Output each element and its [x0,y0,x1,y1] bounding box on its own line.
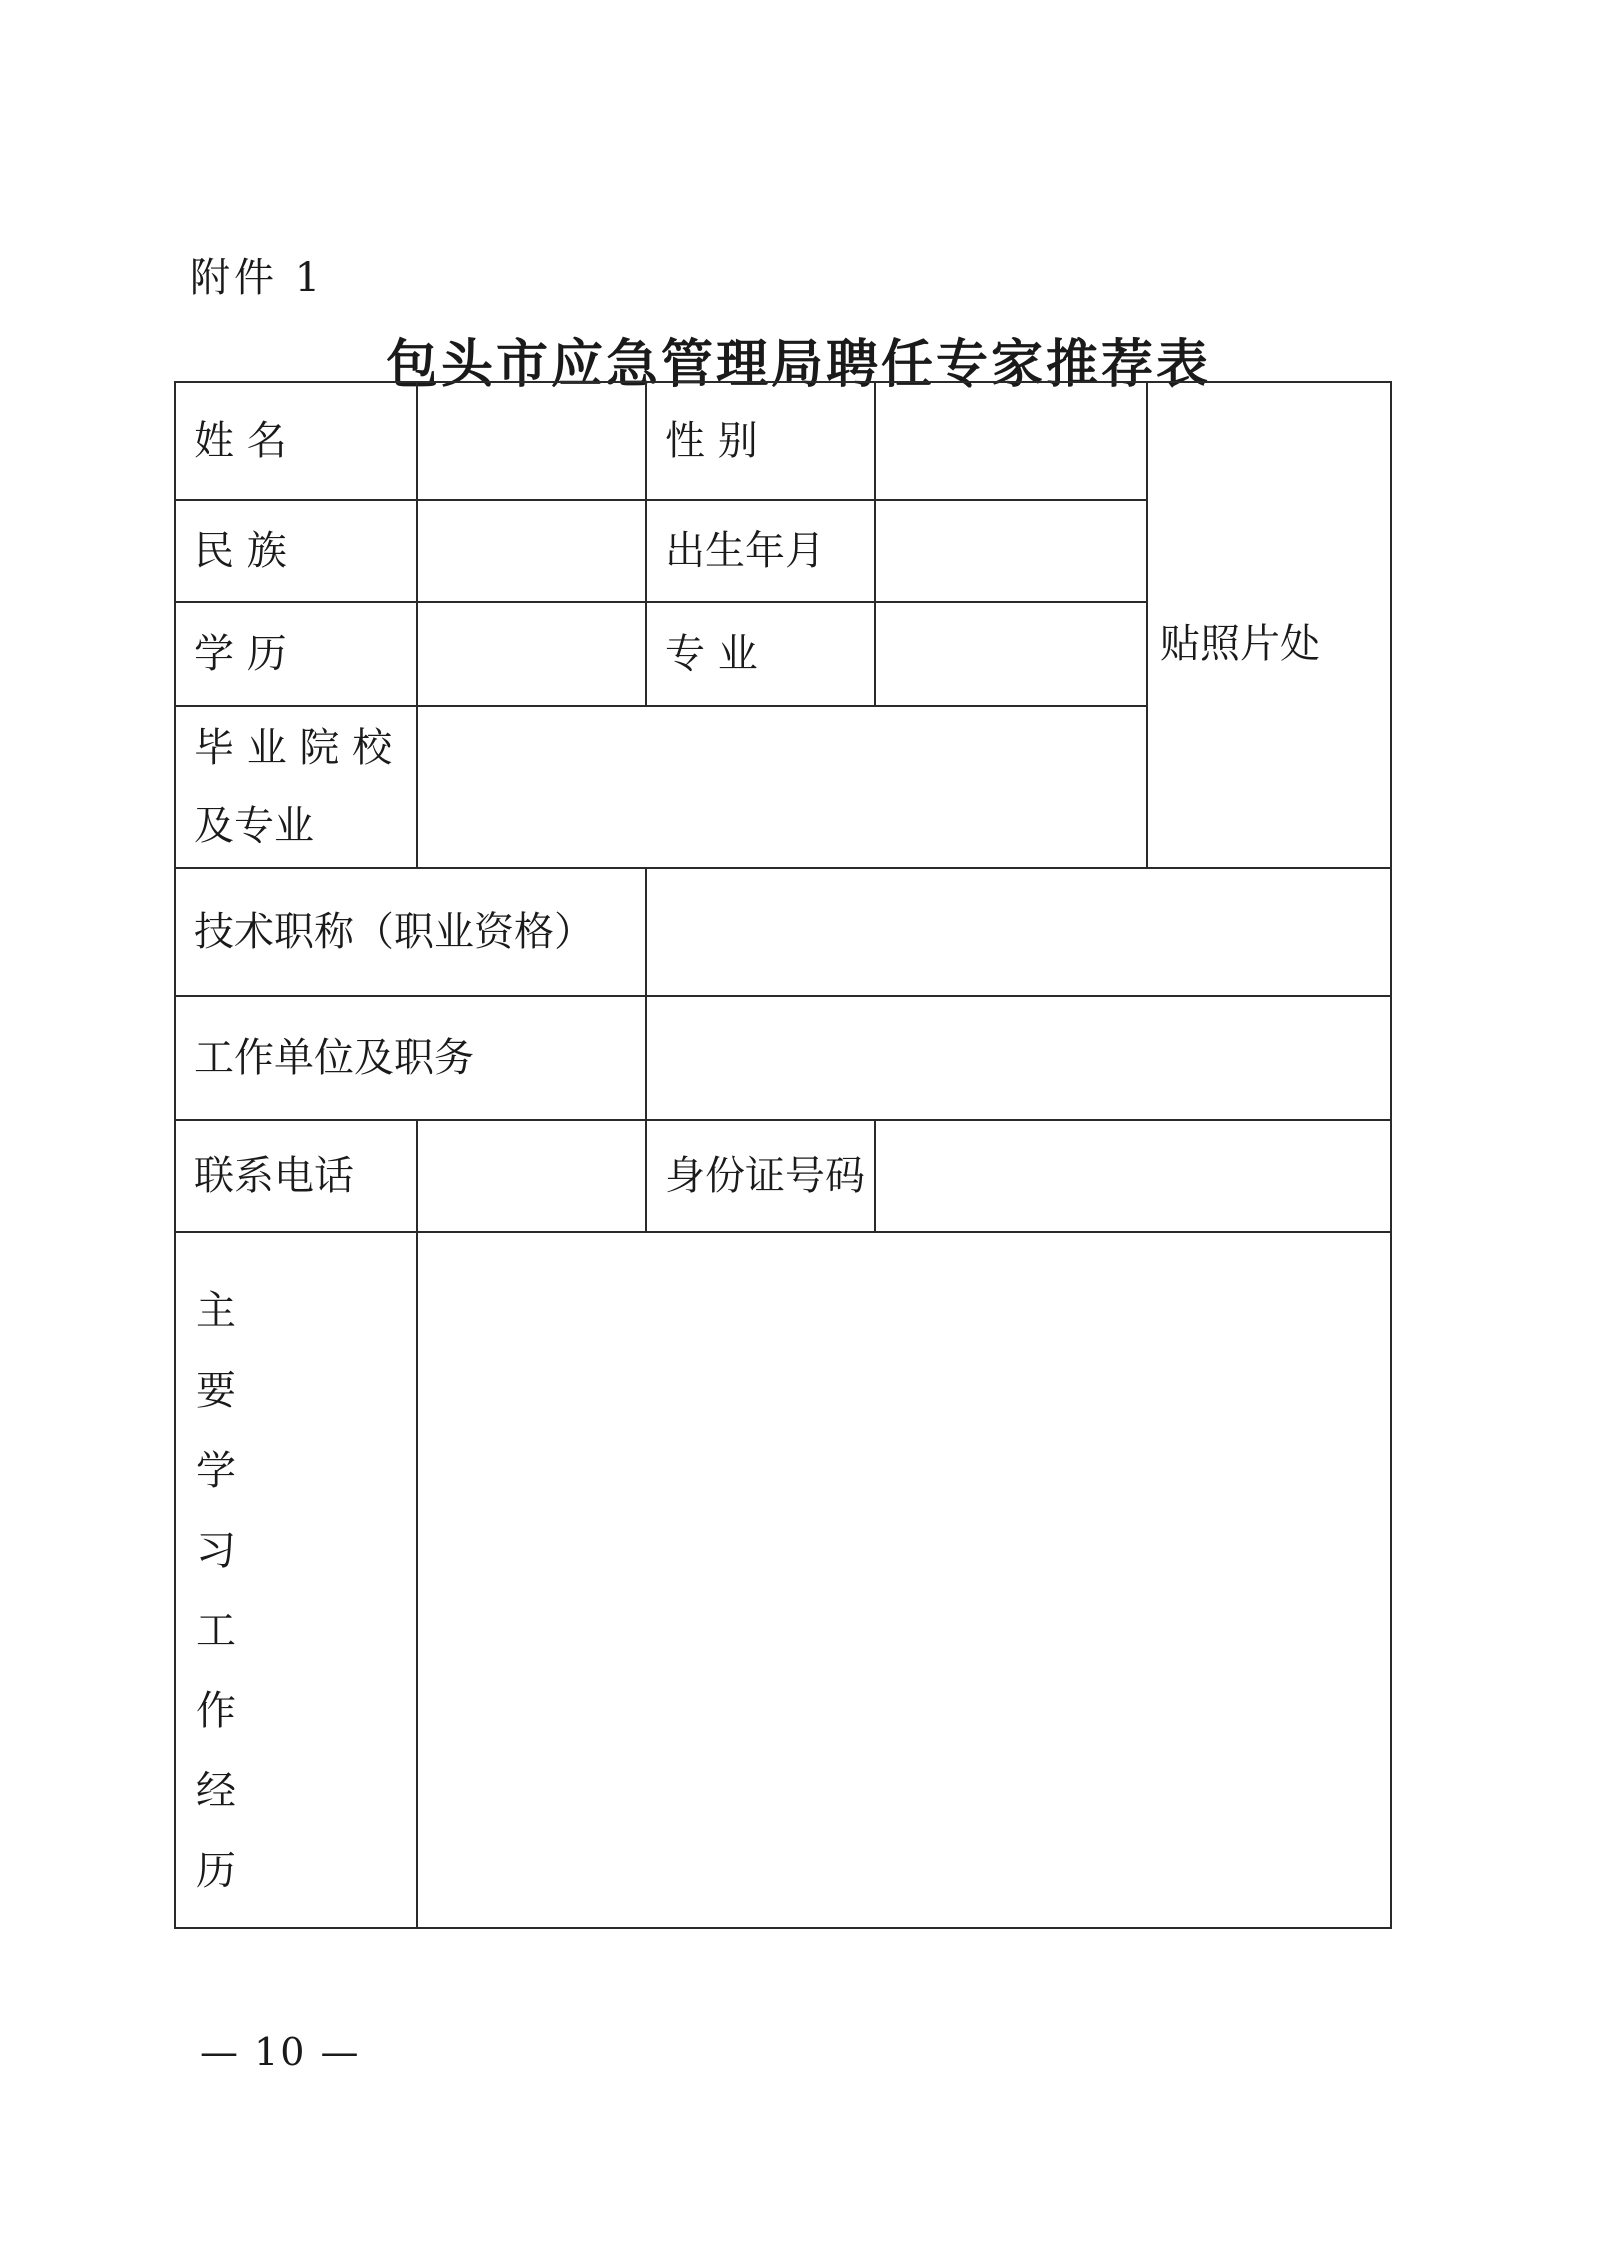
experience-label-char: 历 [196,1848,236,1894]
experience-label-char: 主 [196,1288,236,1334]
page-number: — 10 — [200,2030,361,2074]
major-label: 专 业 [646,602,875,706]
experience-label-char: 习 [196,1528,236,1574]
photo-placeholder[interactable]: 贴照片处 [1147,382,1391,868]
professional-title-field[interactable] [646,868,1391,996]
experience-label-char: 学 [196,1448,236,1494]
education-label: 学 历 [175,602,417,706]
school-field[interactable] [417,706,1147,868]
name-field[interactable] [417,382,646,500]
id-number-field[interactable] [875,1120,1391,1232]
id-number-label: 身份证号码 [646,1120,875,1232]
ethnicity-field[interactable] [417,500,646,602]
major-field[interactable] [875,602,1147,706]
phone-label: 联系电话 [175,1120,417,1232]
experience-label-char: 要 [196,1368,236,1414]
birth-date-field[interactable] [875,500,1147,602]
birth-date-label: 出生年月 [646,500,875,602]
phone-field[interactable] [417,1120,646,1232]
employer-label: 工作单位及职务 [175,996,646,1120]
experience-label-char: 经 [196,1768,236,1814]
experience-label-char: 作 [196,1688,236,1734]
experience-field[interactable] [417,1232,1391,1928]
education-field[interactable] [417,602,646,706]
attachment-label: 附件 1 [190,255,325,301]
employer-field[interactable] [646,996,1391,1120]
gender-label: 性 别 [646,382,875,500]
school-label [175,706,417,868]
experience-label [175,1232,417,1928]
school-label-line2: 及专业 [194,803,314,849]
ethnicity-label: 民 族 [175,500,417,602]
professional-title-label: 技术职称（职业资格） [175,868,646,996]
experience-label-char: 工 [196,1608,236,1654]
name-label: 姓 名 [175,382,417,500]
gender-field[interactable] [875,382,1147,500]
school-label-line1: 毕 业 院 校 [194,725,393,771]
form-title: 包头市应急管理局聘任专家推荐表 [385,335,1211,395]
recommendation-form [174,381,1390,1929]
